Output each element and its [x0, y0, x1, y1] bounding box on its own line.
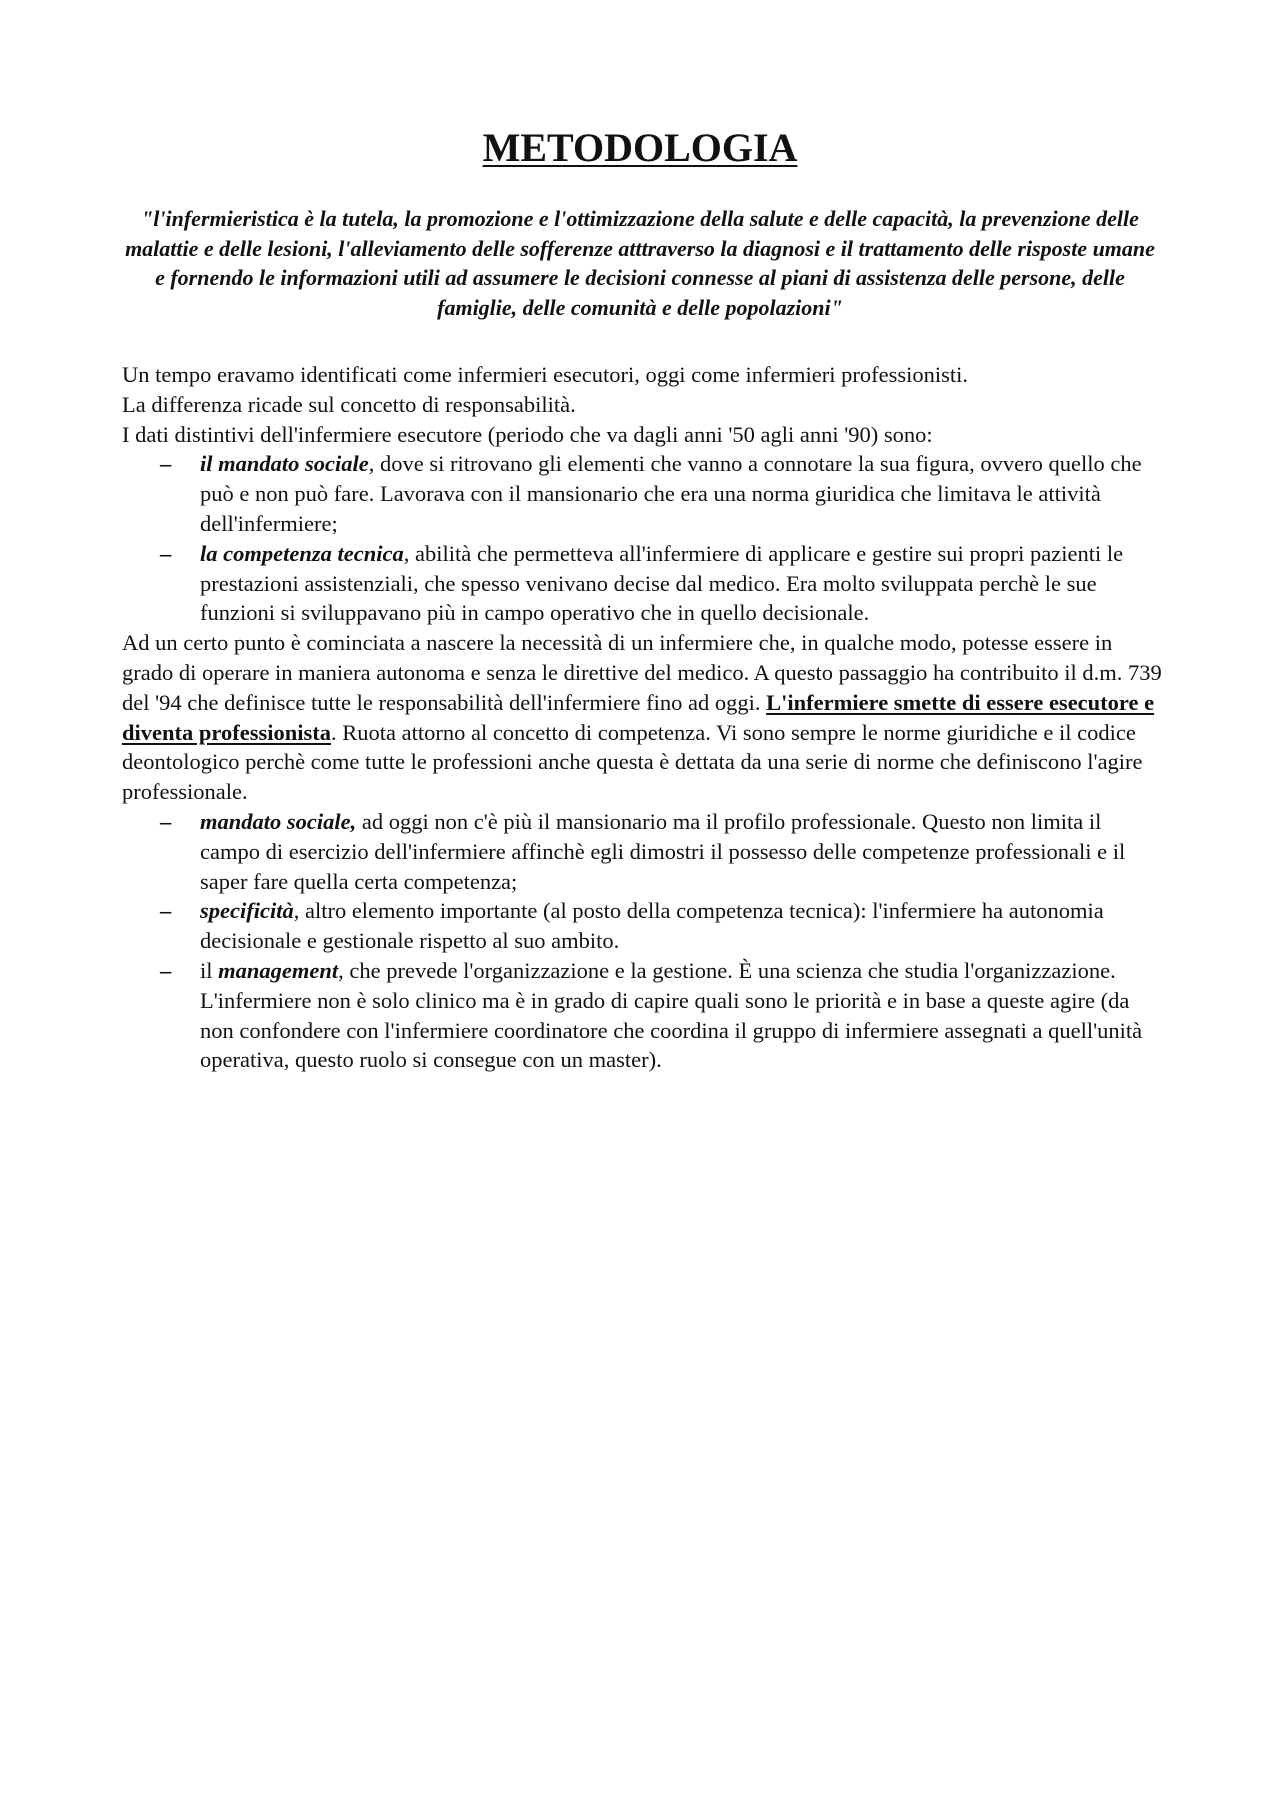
list-item	[122, 449, 1167, 538]
list-item	[122, 807, 1167, 896]
list-item	[122, 896, 1167, 956]
definition-quote: "l'infermieristica è la tutela, la promozione e l'ottimizzazione della salute e delle capacità, la prevenzione delle malattie e delle lesioni, l'alleviamento delle sofferenze atttraverso la diagnosi e il trattamento delle risposte umane e fornendo le informazioni utili ad assumere le decisioni connesse al piani di assistenza delle persone, delle famiglie, delle comunità e delle popolazioni"	[125, 206, 1155, 320]
list-item-text: , che prevede l'organizzazione e la gestione. È una scienza che studia l'organizzazione. L'infermiere non è solo clinico ma è in grado di capire quali sono le priorità e in base a queste agire (da non confondere con l'infermiere coordinatore che coordina il gruppo di infermiere assegnati a quell'unità operativa, questo ruolo si consegue con un master).	[200, 957, 1143, 1073]
intro-line-2: La differenza ricade sul concetto di responsabilità.	[122, 391, 576, 417]
dash-bullet: –	[160, 451, 172, 477]
emphasis-professionista: L'infermiere smette di essere esecutore e diventa professionista	[122, 689, 1155, 745]
term-specificita: specificità	[200, 898, 294, 924]
intro-line-3: I dati distintivi dell'infermiere esecutore (periodo che va dagli anni '50 agli anni '90) sono:	[122, 421, 933, 447]
document-body	[122, 360, 1167, 1075]
intro-line-1: Un tempo eravamo identificati come infermieri esecutori, oggi come infermieri professionisti.	[122, 362, 968, 387]
paragraph-text: Ad un certo punto è cominciata a nascere la necessità di un infermiere che, in qualche modo, potesse essere in grado di operare in maniera autonoma e senza le direttive del medico. A questo passaggio ha contribuito il d.m. 739 del '94 che definisce tutte le responsabilità dell'infermiere fino ad oggi.	[122, 630, 1162, 715]
list-item-text: , abilità che permetteva all'infermiere di applicare e gestire sui propri pazienti le prestazioni assistenziali, che spesso venivano decise dal medico. Era molto sviluppata perchè le sue funzioni si sviluppavano più in campo operativo che in quello decisionale.	[200, 540, 1124, 626]
list-item	[122, 539, 1167, 628]
paragraph-professionista	[122, 628, 1167, 807]
dash-bullet: –	[160, 540, 172, 566]
page-title: METODOLOGIA	[482, 125, 798, 170]
term-competenza-tecnica: la competenza tecnica	[200, 540, 404, 566]
dash-bullet: –	[160, 898, 172, 924]
dash-bullet: –	[160, 808, 172, 834]
term-mandato-sociale: il mandato sociale	[200, 451, 369, 477]
list-item-text: ad oggi non c'è più il mansionario ma il profilo professionale. Questo non limita il campo di esercizio dell'infermiere affinchè egli dimostri il possesso delle competenze professionali e il saper fare quella certa competenza;	[200, 808, 1126, 894]
list-item-text: , dove si ritrovano gli elementi che vanno a connotare la sua figura, ovvero quello che può e non può fare. Lavorava con il mansionario che era una norma giuridica che limitava le attività dell'infermiere;	[200, 451, 1142, 536]
list-item	[122, 956, 1167, 1075]
term-management: management	[218, 957, 339, 983]
list-item-text: , altro elemento importante (al posto della competenza tecnica): l'infermiere ha autonomia decisionale e gestionale rispetto al suo ambito.	[200, 898, 1104, 954]
dash-bullet: –	[160, 957, 172, 983]
list-item-prefix: il	[200, 957, 219, 983]
paragraph-text: . Ruota attorno al concetto di competenza. Vi sono sempre le norme giuridiche e il codice deontologico perchè come tutte le professioni anche questa è dettata da una serie di norme che definiscono l'agire professionale.	[122, 719, 1143, 805]
term-mandato-sociale: mandato sociale,	[200, 808, 357, 834]
professionista-traits-list	[122, 807, 1167, 1075]
esecutore-traits-list	[122, 449, 1167, 628]
